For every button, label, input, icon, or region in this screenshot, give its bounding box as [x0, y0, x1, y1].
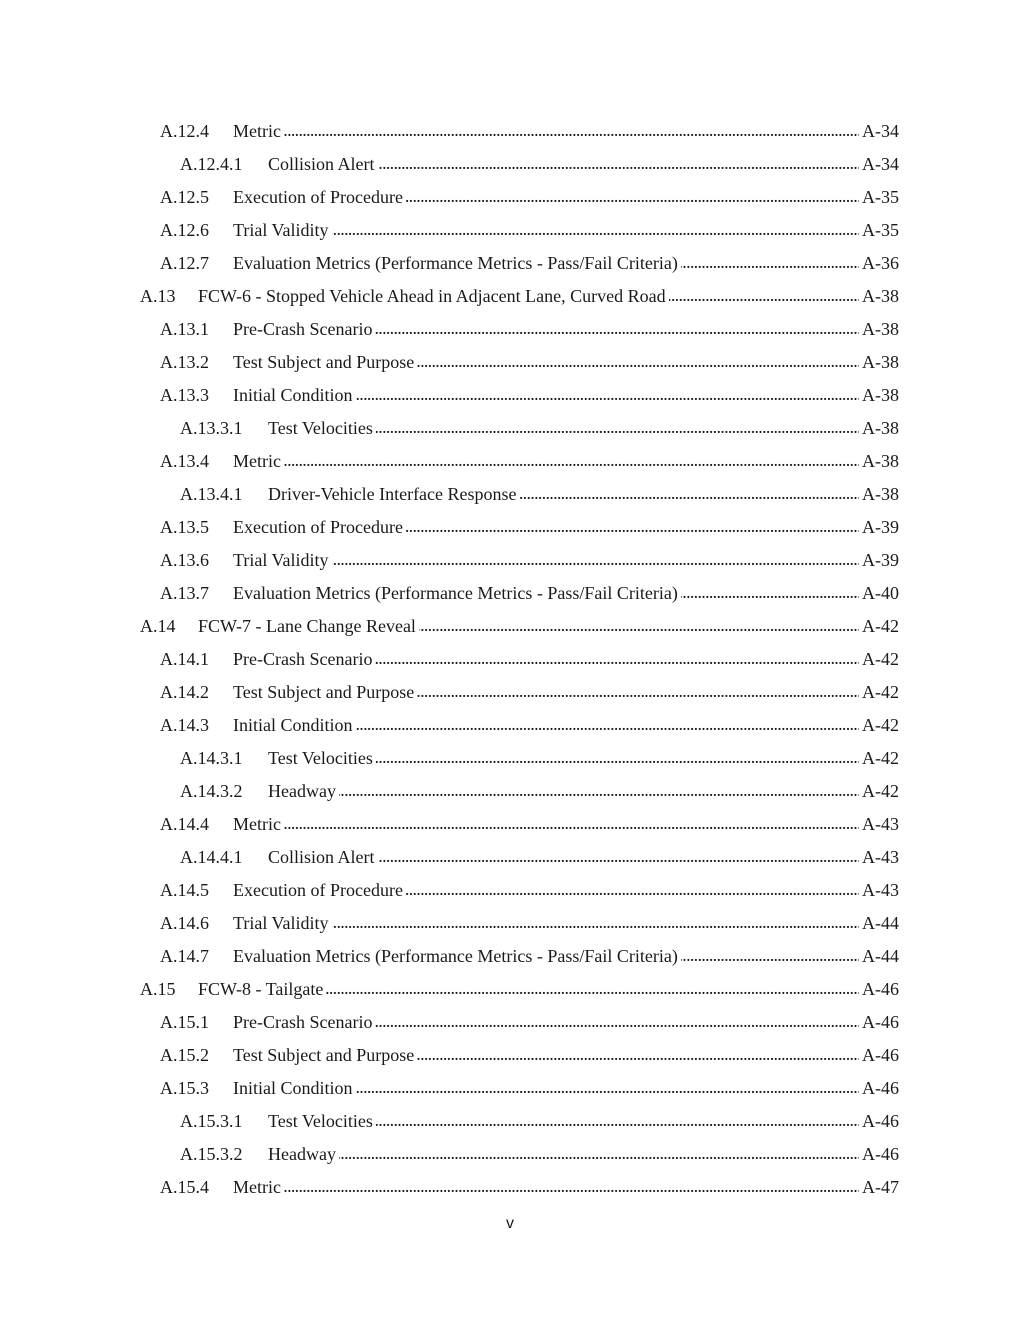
- toc-entry[interactable]: [140, 973, 899, 1006]
- toc-entry-number: A.14.4.1: [180, 846, 243, 867]
- toc-entry-page: A-39: [862, 516, 899, 537]
- dot-leader: [339, 1143, 859, 1165]
- dot-leader: [332, 912, 859, 934]
- dot-leader: [681, 945, 859, 967]
- toc-entry-title: Pre-Crash Scenario: [233, 318, 373, 339]
- toc-entry-title: Pre-Crash Scenario: [233, 1011, 373, 1032]
- toc-entry-page: A-39: [862, 549, 899, 570]
- toc-entry[interactable]: [180, 1138, 899, 1171]
- toc-entry-page: A-43: [862, 813, 899, 834]
- dot-leader: [378, 153, 859, 175]
- toc-entry[interactable]: [160, 643, 899, 676]
- dot-leader: [681, 582, 859, 604]
- toc-entry-title: Execution of Procedure: [233, 879, 403, 900]
- toc-entry-title: Evaluation Metrics (Performance Metrics - Pass/Fail Criteria): [233, 252, 678, 273]
- toc-entry-title: Execution of Procedure: [233, 516, 403, 537]
- toc-entry[interactable]: [180, 841, 899, 874]
- toc-entry-page: A-40: [862, 582, 899, 603]
- toc-entry-number: A.14.5: [160, 879, 209, 900]
- toc-entry-title: Test Subject and Purpose: [233, 1044, 415, 1065]
- toc-entry-page: A-38: [862, 417, 899, 438]
- toc-entry-page: A-44: [862, 912, 899, 933]
- toc-entry[interactable]: [160, 511, 899, 544]
- toc-entry-page: A-46: [862, 1110, 899, 1131]
- dot-leader: [376, 747, 859, 769]
- toc-entry[interactable]: [160, 1072, 899, 1105]
- toc-entry-title: Execution of Procedure: [233, 186, 403, 207]
- toc-entry-number: A.15.3.2: [180, 1143, 243, 1164]
- toc-entry-title: FCW-7 - Lane Change Reveal: [198, 615, 416, 636]
- toc-entry-number: A.14.3: [160, 714, 209, 735]
- toc-entry-title: Trial Validity: [233, 549, 329, 570]
- dot-leader: [669, 285, 859, 307]
- dot-leader: [332, 549, 859, 571]
- toc-entry-title: Initial Condition: [233, 1077, 353, 1098]
- toc-entry-number: A.14: [140, 615, 176, 636]
- toc-entry-page: A-38: [862, 450, 899, 471]
- toc-entry[interactable]: [160, 1039, 899, 1072]
- page-number: v: [506, 1215, 514, 1232]
- toc-entry-page: A-38: [862, 285, 899, 306]
- toc-entry-title: Metric: [233, 1176, 281, 1197]
- dot-leader: [356, 1077, 860, 1099]
- toc-entry-title: Driver-Vehicle Interface Response: [268, 483, 517, 504]
- toc-entry-title: Evaluation Metrics (Performance Metrics - Pass/Fail Criteria): [233, 582, 678, 603]
- toc-entry[interactable]: [160, 379, 899, 412]
- toc-entry[interactable]: [160, 181, 899, 214]
- toc-entry-number: A.13.6: [160, 549, 209, 570]
- toc-entry-number: A.15.2: [160, 1044, 209, 1065]
- toc-entry-title: Pre-Crash Scenario: [233, 648, 373, 669]
- dot-leader: [326, 978, 859, 1000]
- toc-entry-number: A.12.6: [160, 219, 209, 240]
- toc-entry[interactable]: [160, 445, 899, 478]
- dot-leader: [375, 648, 859, 670]
- toc-entry-number: A.14.7: [160, 945, 209, 966]
- toc-entry-number: A.14.1: [160, 648, 209, 669]
- toc-entry-page: A-46: [862, 1044, 899, 1065]
- toc-entry-number: A.13.4.1: [180, 483, 243, 504]
- toc-entry[interactable]: [160, 907, 899, 940]
- toc-entry-title: Initial Condition: [233, 714, 353, 735]
- toc-entry[interactable]: [160, 214, 899, 247]
- toc-entry-title: Headway: [268, 1143, 336, 1164]
- toc-entry-number: A.13.7: [160, 582, 209, 603]
- toc-entry-title: Initial Condition: [233, 384, 353, 405]
- toc-entry-page: A-46: [862, 1011, 899, 1032]
- toc-entry[interactable]: [160, 940, 899, 973]
- dot-leader: [284, 813, 859, 835]
- toc-entry-page: A-42: [862, 747, 899, 768]
- toc-entry-title: Evaluation Metrics (Performance Metrics - Pass/Fail Criteria): [233, 945, 678, 966]
- toc-entry-title: FCW-6 - Stopped Vehicle Ahead in Adjacent Lane, Curved Road: [198, 285, 666, 306]
- toc-entry-number: A.15: [140, 978, 176, 999]
- toc-entry-title: Test Velocities: [268, 747, 373, 768]
- toc-entry[interactable]: [180, 742, 899, 775]
- toc-entry-number: A.14.6: [160, 912, 209, 933]
- toc-entry[interactable]: [160, 709, 899, 742]
- toc-entry-number: A.13.4: [160, 450, 209, 471]
- toc-entry-page: A-42: [862, 681, 899, 702]
- toc-entry-number: A.12.4: [160, 120, 209, 141]
- toc-entry-title: Headway: [268, 780, 336, 801]
- toc-entry-page: A-38: [862, 483, 899, 504]
- toc-entry-number: A.12.7: [160, 252, 209, 273]
- toc-entry[interactable]: [180, 1105, 899, 1138]
- dot-leader: [284, 450, 859, 472]
- dot-leader: [376, 417, 859, 439]
- toc-entry-page: A-46: [862, 978, 899, 999]
- toc-entry-page: A-34: [862, 153, 899, 174]
- dot-leader: [376, 1110, 859, 1132]
- dot-leader: [332, 219, 859, 241]
- dot-leader: [417, 681, 859, 703]
- toc-entry-page: A-44: [862, 945, 899, 966]
- dot-leader: [339, 780, 859, 802]
- toc-entry-page: A-46: [862, 1077, 899, 1098]
- toc-entry-page: A-38: [862, 318, 899, 339]
- toc-entry-number: A.15.4: [160, 1176, 209, 1197]
- dot-leader: [378, 846, 859, 868]
- toc-entry-title: Collision Alert: [268, 846, 375, 867]
- toc-entry-number: A.13.1: [160, 318, 209, 339]
- toc-entry[interactable]: [160, 808, 899, 841]
- toc-entry[interactable]: [160, 247, 899, 280]
- toc-entry-title: Test Subject and Purpose: [233, 351, 415, 372]
- toc-entry-page: A-35: [862, 186, 899, 207]
- toc-entry-page: A-43: [862, 846, 899, 867]
- dot-leader: [419, 615, 859, 637]
- dot-leader: [520, 483, 859, 505]
- toc-entry-title: Metric: [233, 120, 281, 141]
- toc-entry-number: A.13.3.1: [180, 417, 243, 438]
- dot-leader: [356, 384, 860, 406]
- toc-entry-title: FCW-8 - Tailgate: [198, 978, 324, 999]
- toc-entry-page: A-35: [862, 219, 899, 240]
- toc-entry-number: A.14.3.2: [180, 780, 243, 801]
- toc-entry[interactable]: [160, 544, 899, 577]
- toc-entry-number: A.13.2: [160, 351, 209, 372]
- toc-entry-number: A.12.4.1: [180, 153, 243, 174]
- toc-entry-page: A-42: [862, 714, 899, 735]
- toc-entry-page: A-36: [862, 252, 899, 273]
- toc-entry[interactable]: [160, 676, 899, 709]
- dot-leader: [284, 120, 859, 142]
- toc-entry-page: A-38: [862, 384, 899, 405]
- toc-entry-number: A.15.1: [160, 1011, 209, 1032]
- toc-entry-title: Test Subject and Purpose: [233, 681, 415, 702]
- toc-entry-title: Trial Validity: [233, 219, 329, 240]
- toc-entry[interactable]: [180, 412, 899, 445]
- toc-entry-page: A-38: [862, 351, 899, 372]
- toc-entry-number: A.14.3.1: [180, 747, 243, 768]
- toc-entry[interactable]: [160, 1171, 899, 1204]
- toc-entry[interactable]: [160, 346, 899, 379]
- toc-entry-page: A-34: [862, 120, 899, 141]
- toc-entry-page: A-42: [862, 780, 899, 801]
- dot-leader: [284, 1176, 859, 1198]
- toc-entry[interactable]: [160, 874, 899, 907]
- toc-entry[interactable]: [160, 115, 899, 148]
- dot-leader: [406, 879, 859, 901]
- dot-leader: [406, 186, 859, 208]
- toc-entry-number: A.15.3: [160, 1077, 209, 1098]
- toc-entry-page: A-46: [862, 1143, 899, 1164]
- toc-entry-title: Metric: [233, 450, 281, 471]
- dot-leader: [375, 1011, 859, 1033]
- dot-leader: [356, 714, 860, 736]
- toc-entry-number: A.13.3: [160, 384, 209, 405]
- dot-leader: [681, 252, 859, 274]
- toc-entry-page: A-47: [862, 1176, 899, 1197]
- toc-entry-page: A-42: [862, 648, 899, 669]
- toc-entry-page: A-42: [862, 615, 899, 636]
- toc-entry[interactable]: [180, 478, 899, 511]
- dot-leader: [417, 1044, 859, 1066]
- toc-entry[interactable]: [140, 280, 899, 313]
- toc-entry-title: Test Velocities: [268, 1110, 373, 1131]
- toc-entry-title: Trial Validity: [233, 912, 329, 933]
- dot-leader: [375, 318, 859, 340]
- toc-entry-number: A.14.4: [160, 813, 209, 834]
- toc-entry-title: Metric: [233, 813, 281, 834]
- toc-entry-title: Test Velocities: [268, 417, 373, 438]
- toc-entry-title: Collision Alert: [268, 153, 375, 174]
- toc-entry-number: A.13: [140, 285, 176, 306]
- dot-leader: [406, 516, 859, 538]
- toc-entry-page: A-43: [862, 879, 899, 900]
- toc-entry-number: A.12.5: [160, 186, 209, 207]
- toc-entry-number: A.15.3.1: [180, 1110, 243, 1131]
- toc-entry-number: A.14.2: [160, 681, 209, 702]
- toc-entry-number: A.13.5: [160, 516, 209, 537]
- toc-entry[interactable]: [180, 148, 899, 181]
- toc-entry[interactable]: [180, 775, 899, 808]
- toc-entry[interactable]: [160, 577, 899, 610]
- toc-entry[interactable]: [160, 313, 899, 346]
- toc-entry[interactable]: [160, 1006, 899, 1039]
- toc-entry[interactable]: [140, 610, 899, 643]
- dot-leader: [417, 351, 859, 373]
